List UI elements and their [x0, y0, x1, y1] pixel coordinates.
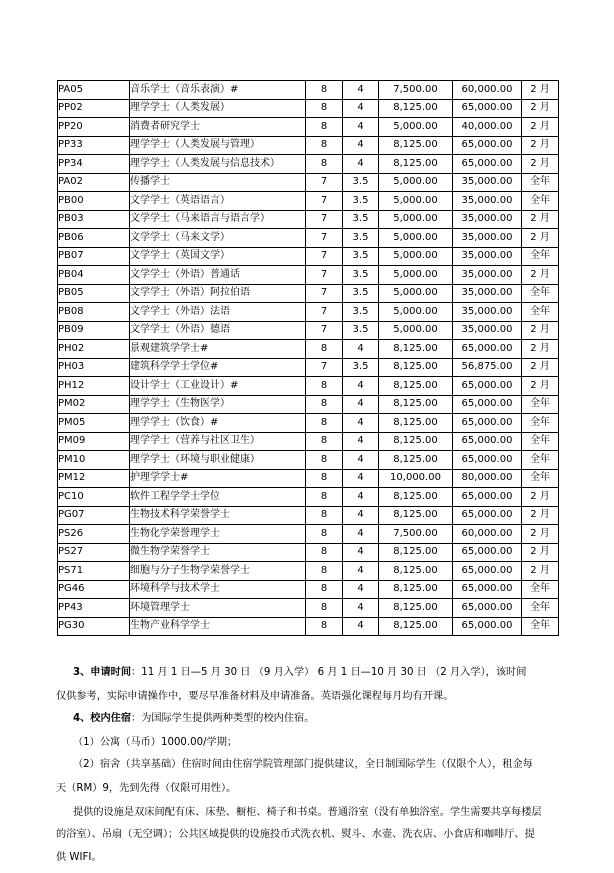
program-name-cell: 细胞与分子生物学荣誉学士 — [130, 562, 306, 581]
fee-per-semester-cell: 5,000.00 — [379, 173, 453, 192]
semester-count-cell: 7 — [306, 358, 343, 377]
total-fee-cell: 65,000.00 — [453, 377, 522, 396]
table-row — [58, 155, 559, 174]
semester-count-cell: 8 — [306, 617, 343, 636]
fee-per-semester-cell: 8,125.00 — [379, 340, 453, 359]
fee-per-semester-cell: 8,125.00 — [379, 395, 453, 414]
total-fee-cell: 65,000.00 — [453, 580, 522, 599]
total-fee-cell: 65,000.00 — [453, 488, 522, 507]
semester-count-cell: 8 — [306, 81, 343, 100]
fee-per-semester-cell: 8,125.00 — [379, 358, 453, 377]
duration-years-cell: 4 — [343, 395, 379, 414]
program-name-cell: 理学学士（饮食）# — [130, 414, 306, 433]
table-row — [58, 469, 559, 488]
semester-count-cell: 7 — [306, 229, 343, 248]
semester-count-cell: 7 — [306, 192, 343, 211]
intake-cell: 2 月 — [522, 358, 559, 377]
program-name-cell: 软件工程学学士学位 — [130, 488, 306, 507]
fee-per-semester-cell: 5,000.00 — [379, 192, 453, 211]
program-name-cell: 理学学士（营养与社区卫生） — [130, 432, 306, 451]
total-fee-cell: 56,875.00 — [453, 358, 522, 377]
table-row — [58, 136, 559, 155]
program-name-cell: 环境科学与技术学士 — [130, 580, 306, 599]
fee-per-semester-cell: 8,125.00 — [379, 488, 453, 507]
facilities-line-3: 供 WIFI。 — [56, 852, 102, 863]
intake-cell: 2 月 — [522, 340, 559, 359]
table-row — [58, 210, 559, 229]
program-code-cell: PP33 — [58, 136, 130, 155]
duration-years-cell: 3.5 — [343, 266, 379, 285]
fee-per-semester-cell: 8,125.00 — [379, 451, 453, 470]
total-fee-cell: 35,000.00 — [453, 266, 522, 285]
duration-years-cell: 3.5 — [343, 192, 379, 211]
semester-count-cell: 8 — [306, 562, 343, 581]
intake-cell: 全年 — [522, 580, 559, 599]
program-code-cell: PM05 — [58, 414, 130, 433]
duration-years-cell: 4 — [343, 136, 379, 155]
program-code-cell: PM10 — [58, 451, 130, 470]
intake-cell: 2 月 — [522, 118, 559, 137]
application-time-text: ：11 月 1 日—5 月 30 日 （9 月入学） 6 月 1 日—10 月 30 日 （2 月入学），该时间 — [131, 667, 527, 678]
total-fee-cell: 80,000.00 — [453, 469, 522, 488]
intake-cell: 全年 — [522, 469, 559, 488]
total-fee-cell: 65,000.00 — [453, 395, 522, 414]
table-row — [58, 377, 559, 396]
total-fee-cell: 35,000.00 — [453, 247, 522, 266]
accommodation-item-dorm-line-1: （2）宿舍（共享基础）住宿时间由住宿学院管理部门提供建议，全日制国际学生（仅限个人），租金每 — [73, 759, 533, 770]
intake-cell: 全年 — [522, 617, 559, 636]
program-name-cell: 微生物学荣誉学士 — [130, 543, 306, 562]
total-fee-cell: 35,000.00 — [453, 229, 522, 248]
accommodation-item-dorm-line-2: 天（RM）9，先到先得（仅限可用性）。 — [56, 783, 237, 794]
program-name-cell: 景观建筑学学士# — [130, 340, 306, 359]
duration-years-cell: 4 — [343, 432, 379, 451]
intake-cell: 2 月 — [522, 525, 559, 544]
fee-per-semester-cell: 8,125.00 — [379, 414, 453, 433]
total-fee-cell: 65,000.00 — [453, 414, 522, 433]
program-code-cell: PM02 — [58, 395, 130, 414]
program-name-cell: 生物产业科学学士 — [130, 617, 306, 636]
fee-per-semester-cell: 10,000.00 — [379, 469, 453, 488]
program-name-cell: 护理学学士# — [130, 469, 306, 488]
fee-per-semester-cell: 8,125.00 — [379, 136, 453, 155]
duration-years-cell: 4 — [343, 525, 379, 544]
fee-per-semester-cell: 7,500.00 — [379, 525, 453, 544]
fee-per-semester-cell: 8,125.00 — [379, 99, 453, 118]
table-row — [58, 99, 559, 118]
program-code-cell: PA02 — [58, 173, 130, 192]
table-row — [58, 192, 559, 211]
program-code-cell: PG30 — [58, 617, 130, 636]
semester-count-cell: 8 — [306, 414, 343, 433]
duration-years-cell: 3.5 — [343, 173, 379, 192]
program-name-cell: 理学学士（人类发展） — [130, 99, 306, 118]
intake-cell: 2 月 — [522, 506, 559, 525]
intake-cell: 2 月 — [522, 136, 559, 155]
semester-count-cell: 8 — [306, 118, 343, 137]
total-fee-cell: 65,000.00 — [453, 432, 522, 451]
duration-years-cell: 4 — [343, 488, 379, 507]
table-row — [58, 173, 559, 192]
program-name-cell: 生物化学荣誉理学士 — [130, 525, 306, 544]
table-row — [58, 284, 559, 303]
table-row — [58, 266, 559, 285]
semester-count-cell: 8 — [306, 525, 343, 544]
fee-per-semester-cell: 5,000.00 — [379, 229, 453, 248]
semester-count-cell: 8 — [306, 488, 343, 507]
table-row — [58, 617, 559, 636]
total-fee-cell: 40,000.00 — [453, 118, 522, 137]
program-code-cell: PB07 — [58, 247, 130, 266]
intake-cell: 2 月 — [522, 99, 559, 118]
table-row — [58, 118, 559, 137]
intake-cell: 2 月 — [522, 229, 559, 248]
duration-years-cell: 4 — [343, 340, 379, 359]
program-code-cell: PG46 — [58, 580, 130, 599]
intake-cell: 全年 — [522, 173, 559, 192]
program-code-cell: PS27 — [58, 543, 130, 562]
semester-count-cell: 8 — [306, 469, 343, 488]
program-code-cell: PH12 — [58, 377, 130, 396]
accommodation-heading: 4、校内住宿 — [73, 713, 132, 724]
program-name-cell: 生物技术科学荣誉学士 — [130, 506, 306, 525]
fee-per-semester-cell: 5,000.00 — [379, 321, 453, 340]
fee-per-semester-cell: 7,500.00 — [379, 81, 453, 100]
program-name-cell: 文学学士（外语）法语 — [130, 303, 306, 322]
fee-per-semester-cell: 8,125.00 — [379, 543, 453, 562]
intake-cell: 2 月 — [522, 543, 559, 562]
table-row — [58, 580, 559, 599]
program-name-cell: 文学学士（英国文学） — [130, 247, 306, 266]
duration-years-cell: 3.5 — [343, 303, 379, 322]
duration-years-cell: 3.5 — [343, 321, 379, 340]
program-code-cell: PM09 — [58, 432, 130, 451]
intake-cell: 2 月 — [522, 377, 559, 396]
table-row — [58, 81, 559, 100]
semester-count-cell: 8 — [306, 506, 343, 525]
table-row — [58, 321, 559, 340]
program-name-cell: 文学学士（外语）普通话 — [130, 266, 306, 285]
program-name-cell: 理学学士（环境与职业健康） — [130, 451, 306, 470]
intake-cell: 全年 — [522, 414, 559, 433]
semester-count-cell: 7 — [306, 266, 343, 285]
table-row — [58, 395, 559, 414]
semester-count-cell: 7 — [306, 247, 343, 266]
total-fee-cell: 60,000.00 — [453, 81, 522, 100]
total-fee-cell: 65,000.00 — [453, 99, 522, 118]
intake-cell: 2 月 — [522, 562, 559, 581]
intake-cell: 2 月 — [522, 321, 559, 340]
intake-cell: 全年 — [522, 247, 559, 266]
fee-per-semester-cell: 8,125.00 — [379, 617, 453, 636]
facilities-line-1: 提供的设施是双床间配有床、床垫、橱柜、椅子和书桌。普通浴室（没有单独浴室。学生需要共享每楼层 — [73, 807, 542, 818]
total-fee-cell: 65,000.00 — [453, 506, 522, 525]
duration-years-cell: 4 — [343, 377, 379, 396]
fee-per-semester-cell: 5,000.00 — [379, 284, 453, 303]
fee-per-semester-cell: 8,125.00 — [379, 377, 453, 396]
total-fee-cell: 65,000.00 — [453, 599, 522, 618]
fee-per-semester-cell: 8,125.00 — [379, 562, 453, 581]
fee-per-semester-cell: 5,000.00 — [379, 118, 453, 137]
duration-years-cell: 3.5 — [343, 284, 379, 303]
duration-years-cell: 4 — [343, 99, 379, 118]
program-code-cell: PB00 — [58, 192, 130, 211]
program-code-cell: PG07 — [58, 506, 130, 525]
program-name-cell: 文学学士（马来文学） — [130, 229, 306, 248]
program-code-cell: PC10 — [58, 488, 130, 507]
program-name-cell: 文学学士（马来语言与语言学） — [130, 210, 306, 229]
program-name-cell: 建筑科学学士学位# — [130, 358, 306, 377]
semester-count-cell: 8 — [306, 580, 343, 599]
intake-cell: 2 月 — [522, 266, 559, 285]
total-fee-cell: 35,000.00 — [453, 284, 522, 303]
application-time-line-2: 仅供参考，实际申请操作中，要尽早准备材料及申请准备。英语强化课程每月均有开课。 — [56, 691, 454, 702]
intake-cell: 2 月 — [522, 81, 559, 100]
program-code-cell: PB04 — [58, 266, 130, 285]
duration-years-cell: 4 — [343, 617, 379, 636]
intake-cell: 全年 — [522, 432, 559, 451]
semester-count-cell: 8 — [306, 395, 343, 414]
total-fee-cell: 65,000.00 — [453, 340, 522, 359]
duration-years-cell: 4 — [343, 451, 379, 470]
table-row — [58, 599, 559, 618]
table-row — [58, 506, 559, 525]
table-row — [58, 414, 559, 433]
program-name-cell: 文学学士（英语语言） — [130, 192, 306, 211]
fee-per-semester-cell: 5,000.00 — [379, 266, 453, 285]
duration-years-cell: 3.5 — [343, 210, 379, 229]
intake-cell: 2 月 — [522, 210, 559, 229]
semester-count-cell: 7 — [306, 284, 343, 303]
application-time-line-1 — [73, 666, 526, 679]
program-code-cell: PP20 — [58, 118, 130, 137]
program-name-cell: 消费者研究学士 — [130, 118, 306, 137]
semester-count-cell: 8 — [306, 377, 343, 396]
fee-per-semester-cell: 5,000.00 — [379, 247, 453, 266]
program-fee-table — [57, 80, 559, 636]
semester-count-cell: 7 — [306, 210, 343, 229]
table-row — [58, 451, 559, 470]
semester-count-cell: 8 — [306, 155, 343, 174]
duration-years-cell: 4 — [343, 580, 379, 599]
intake-cell: 2 月 — [522, 488, 559, 507]
table-row — [58, 340, 559, 359]
program-code-cell: PH02 — [58, 340, 130, 359]
fee-per-semester-cell: 5,000.00 — [379, 210, 453, 229]
intake-cell: 全年 — [522, 395, 559, 414]
fee-per-semester-cell: 5,000.00 — [379, 303, 453, 322]
semester-count-cell: 7 — [306, 303, 343, 322]
program-table-body — [58, 81, 559, 636]
table-row — [58, 488, 559, 507]
program-name-cell: 理学学士（人类发展与管理） — [130, 136, 306, 155]
duration-years-cell: 4 — [343, 81, 379, 100]
semester-count-cell: 8 — [306, 136, 343, 155]
semester-count-cell: 8 — [306, 340, 343, 359]
semester-count-cell: 7 — [306, 321, 343, 340]
program-code-cell: PB05 — [58, 284, 130, 303]
program-code-cell: PP34 — [58, 155, 130, 174]
accommodation-item-apartment: （1）公寓（马币）1000.00/学期； — [73, 737, 238, 748]
table-row — [58, 543, 559, 562]
total-fee-cell: 65,000.00 — [453, 562, 522, 581]
program-code-cell: PS71 — [58, 562, 130, 581]
fee-per-semester-cell: 8,125.00 — [379, 432, 453, 451]
total-fee-cell: 65,000.00 — [453, 136, 522, 155]
program-name-cell: 设计学士（工业设计）# — [130, 377, 306, 396]
fee-per-semester-cell: 8,125.00 — [379, 155, 453, 174]
duration-years-cell: 4 — [343, 562, 379, 581]
program-code-cell: PB08 — [58, 303, 130, 322]
total-fee-cell: 65,000.00 — [453, 617, 522, 636]
total-fee-cell: 35,000.00 — [453, 303, 522, 322]
fee-per-semester-cell: 8,125.00 — [379, 580, 453, 599]
intake-cell: 全年 — [522, 599, 559, 618]
duration-years-cell: 4 — [343, 506, 379, 525]
total-fee-cell: 65,000.00 — [453, 451, 522, 470]
program-code-cell: PH03 — [58, 358, 130, 377]
accommodation-intro: ：为国际学生提供两种类型的校内住宿。 — [131, 713, 315, 724]
table-row — [58, 303, 559, 322]
semester-count-cell: 8 — [306, 432, 343, 451]
duration-years-cell: 4 — [343, 543, 379, 562]
total-fee-cell: 65,000.00 — [453, 155, 522, 174]
intake-cell: 全年 — [522, 451, 559, 470]
table-row — [58, 247, 559, 266]
table-row — [58, 525, 559, 544]
semester-count-cell: 8 — [306, 543, 343, 562]
intake-cell: 全年 — [522, 303, 559, 322]
program-code-cell: PB06 — [58, 229, 130, 248]
program-name-cell: 理学学士（生物医学） — [130, 395, 306, 414]
intake-cell: 2 月 — [522, 155, 559, 174]
semester-count-cell: 8 — [306, 599, 343, 618]
program-name-cell: 文学学士（外语）阿拉伯语 — [130, 284, 306, 303]
program-name-cell: 文学学士（外语）德语 — [130, 321, 306, 340]
total-fee-cell: 60,000.00 — [453, 525, 522, 544]
table-row — [58, 229, 559, 248]
program-name-cell: 传播学士 — [130, 173, 306, 192]
duration-years-cell: 3.5 — [343, 229, 379, 248]
program-code-cell: PM12 — [58, 469, 130, 488]
fee-per-semester-cell: 8,125.00 — [379, 506, 453, 525]
duration-years-cell: 3.5 — [343, 358, 379, 377]
program-code-cell: PB03 — [58, 210, 130, 229]
program-code-cell: PP02 — [58, 99, 130, 118]
duration-years-cell: 3.5 — [343, 247, 379, 266]
total-fee-cell: 35,000.00 — [453, 210, 522, 229]
total-fee-cell: 65,000.00 — [453, 543, 522, 562]
semester-count-cell: 7 — [306, 173, 343, 192]
program-code-cell: PS26 — [58, 525, 130, 544]
total-fee-cell: 35,000.00 — [453, 192, 522, 211]
program-code-cell: PB09 — [58, 321, 130, 340]
total-fee-cell: 35,000.00 — [453, 321, 522, 340]
duration-years-cell: 4 — [343, 599, 379, 618]
table-row — [58, 562, 559, 581]
accommodation-heading-line — [73, 712, 314, 725]
total-fee-cell: 35,000.00 — [453, 173, 522, 192]
program-code-cell: PP43 — [58, 599, 130, 618]
program-code-cell: PA05 — [58, 81, 130, 100]
semester-count-cell: 8 — [306, 99, 343, 118]
program-name-cell: 环境管理学士 — [130, 599, 306, 618]
duration-years-cell: 4 — [343, 414, 379, 433]
fee-per-semester-cell: 8,125.00 — [379, 599, 453, 618]
program-name-cell: 音乐学士（音乐表演）# — [130, 81, 306, 100]
duration-years-cell: 4 — [343, 118, 379, 137]
program-name-cell: 理学学士（人类发展与信息技术） — [130, 155, 306, 174]
facilities-line-2: 的浴室）、吊扇（无空调）；公共区域提供的设施投币式洗衣机、熨斗、水壶、洗衣店、小食店和咖啡厅、提 — [56, 829, 535, 840]
table-row — [58, 432, 559, 451]
duration-years-cell: 4 — [343, 469, 379, 488]
table-row — [58, 358, 559, 377]
semester-count-cell: 8 — [306, 451, 343, 470]
intake-cell: 全年 — [522, 284, 559, 303]
duration-years-cell: 4 — [343, 155, 379, 174]
application-time-heading: 3、申请时间 — [73, 667, 132, 678]
intake-cell: 全年 — [522, 192, 559, 211]
